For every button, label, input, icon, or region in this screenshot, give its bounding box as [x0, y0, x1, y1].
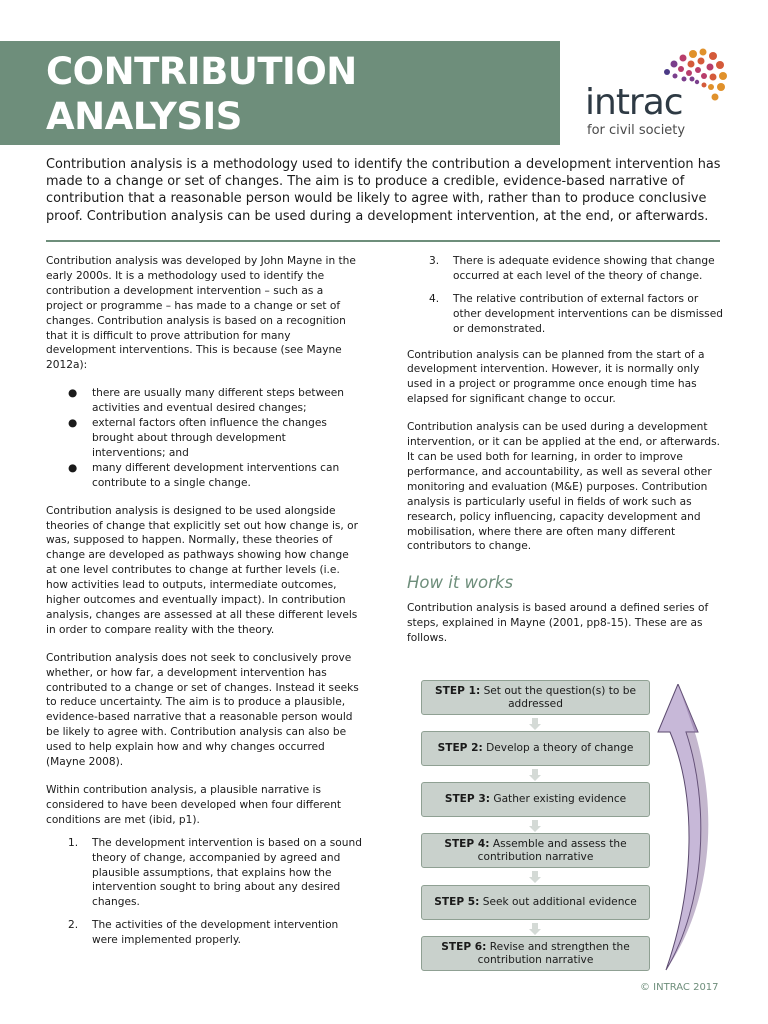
logo-tagline: for civil society [587, 123, 686, 138]
step-text: Set out the question(s) to be addressed [483, 684, 636, 710]
right-column [407, 254, 723, 659]
step-text: Seek out additional evidence [482, 896, 637, 908]
list-item [46, 416, 362, 461]
title-band [0, 41, 560, 145]
step-label: STEP 4: [444, 837, 490, 850]
step-text: Revise and strengthen the contribution narrative [477, 940, 630, 966]
down-arrow-icon [529, 718, 541, 730]
step-box-1 [421, 680, 650, 715]
copyright-notice: © INTRAC 2017 [640, 982, 719, 993]
logo-wordmark: intrac [585, 82, 683, 123]
step-text: Gather existing evidence [493, 793, 627, 805]
list-item [46, 836, 362, 911]
list-item-text: The activities of the development intervention were implemented properly. [92, 919, 339, 947]
right-paragraph-3: Contribution analysis is based around a defined series of steps, explained in Mayne (2001, pp8-15). These are as follows. [407, 602, 709, 645]
page-title [46, 49, 357, 139]
step-box-3 [421, 782, 650, 817]
list-number: 2. [68, 919, 79, 932]
down-arrow-icon [529, 923, 541, 935]
bullet-icon: ● [68, 417, 78, 430]
down-arrow-icon [529, 820, 541, 832]
step-label: STEP 1: [435, 684, 481, 697]
section-heading: How it works [407, 573, 514, 593]
list-item-text: The relative contribution of external factors or other development interventions can be dismissed or demonstrated. [453, 292, 723, 335]
list-item-text: There is adequate evidence showing that change occurred at each level of the theory of change. [453, 255, 715, 282]
list-item-text: The development intervention is based on a sound theory of change, accompanied by agreed and plausible assumptions, that explains how the intervention sought to bring about any desired changes. [92, 836, 362, 909]
list-item [46, 918, 362, 948]
conditions-list-part-2 [407, 254, 723, 337]
left-paragraph-4: Within contribution analysis, a plausible narrative is considered to have been developed when four different conditions are met (ibid, p1). [46, 784, 342, 826]
reasons-list [46, 386, 362, 490]
title-line-2: ANALYSIS [46, 95, 242, 138]
list-item [407, 292, 723, 337]
bullet-icon: ● [68, 461, 78, 474]
list-number: 1. [68, 836, 79, 849]
intrac-logo [583, 46, 733, 142]
list-item [407, 254, 723, 284]
section-divider [46, 240, 720, 242]
list-number: 4. [429, 292, 440, 305]
cycle-arrow-icon [656, 684, 720, 974]
list-item-text: many different development interventions can contribute to a single change. [92, 461, 340, 489]
step-box-6 [421, 936, 650, 971]
down-arrow-icon [529, 769, 541, 781]
right-paragraph-1: Contribution analysis can be planned from the start of a development intervention. However, it is normally only used in a project or programme once enough time has elapsed for significant change to occur. [407, 348, 705, 406]
step-text: Develop a theory of change [486, 742, 634, 754]
list-item [46, 461, 362, 491]
list-item-text: external factors often influence the changes brought about through development interventions; and [92, 417, 327, 459]
step-text: Assemble and assess the contribution narrative [477, 837, 627, 863]
left-paragraph-3: Contribution analysis does not seek to conclusively prove whether, or how far, a development intervention has contributed to a change or set of changes. Instead it seeks to reduce uncertainty. The aim is to produce a plausible, evidence-based narrative that a reasonable person would be likely to agree with. Contribution analysis can also be used to help explain how and why changes occurred (Mayne 2008). [46, 651, 359, 769]
step-label: STEP 2: [437, 742, 483, 754]
left-column [46, 254, 362, 956]
left-paragraph-2: Contribution analysis is designed to be used alongside theories of change that explicitly set out how change is, or was, supposed to happen. Normally, these theories of change are developed as pathways showing how change at one level contributes to change at further levels (i.e. how activities lead to outputs, intermediate outcomes, higher outcomes and eventually impact). In contribution analysis, changes are assessed at all these different levels in order to compare reality with the theory. [46, 504, 358, 636]
left-paragraph-1: Contribution analysis was developed by John Mayne in the early 2000s. It is a methodology used to identify the contribution a development intervention – such as a project or programme – has made to a change or set of changes. Contribution analysis is based on a recognition that it is difficult to prove attribution for many development interventions. This is because (see Mayne 2012a): [46, 255, 356, 372]
list-item-text: there are usually many different steps between activities and eventual desired changes; [92, 387, 344, 415]
step-label: STEP 3: [444, 793, 490, 805]
right-paragraph-2: Contribution analysis can be used during a development intervention, or it can be applied at the end, or afterwards. It can be used both for learning, in order to improve performance, and accountability, as well as several other monitoring and evaluation (M&E) purposes. Contribution analysis is particularly useful in fields of work such as research, policy influencing, capacity development and mobilisation, where there are often many different contributors to change. [407, 421, 720, 553]
step-label: STEP 6: [441, 940, 487, 953]
intro-paragraph: Contribution analysis is a methodology used to identify the contribution a development intervention has made to a change or set of changes. The aim is to produce a credible, evidence-based narrative of contribution that a reasonable person would be likely to agree with, rather than to produce conclusive proof. Contribution analysis can be used during a development intervention, at the end, or afterwards. [46, 157, 721, 224]
step-label: STEP 5: [434, 896, 480, 908]
step-box-5 [421, 885, 650, 920]
title-line-1: CONTRIBUTION [46, 50, 357, 93]
bullet-icon: ● [68, 387, 78, 400]
list-item [46, 386, 362, 416]
conditions-list-part-1 [46, 836, 362, 948]
down-arrow-icon [529, 871, 541, 883]
step-box-4 [421, 833, 650, 868]
step-box-2 [421, 731, 650, 766]
list-number: 3. [429, 255, 440, 267]
